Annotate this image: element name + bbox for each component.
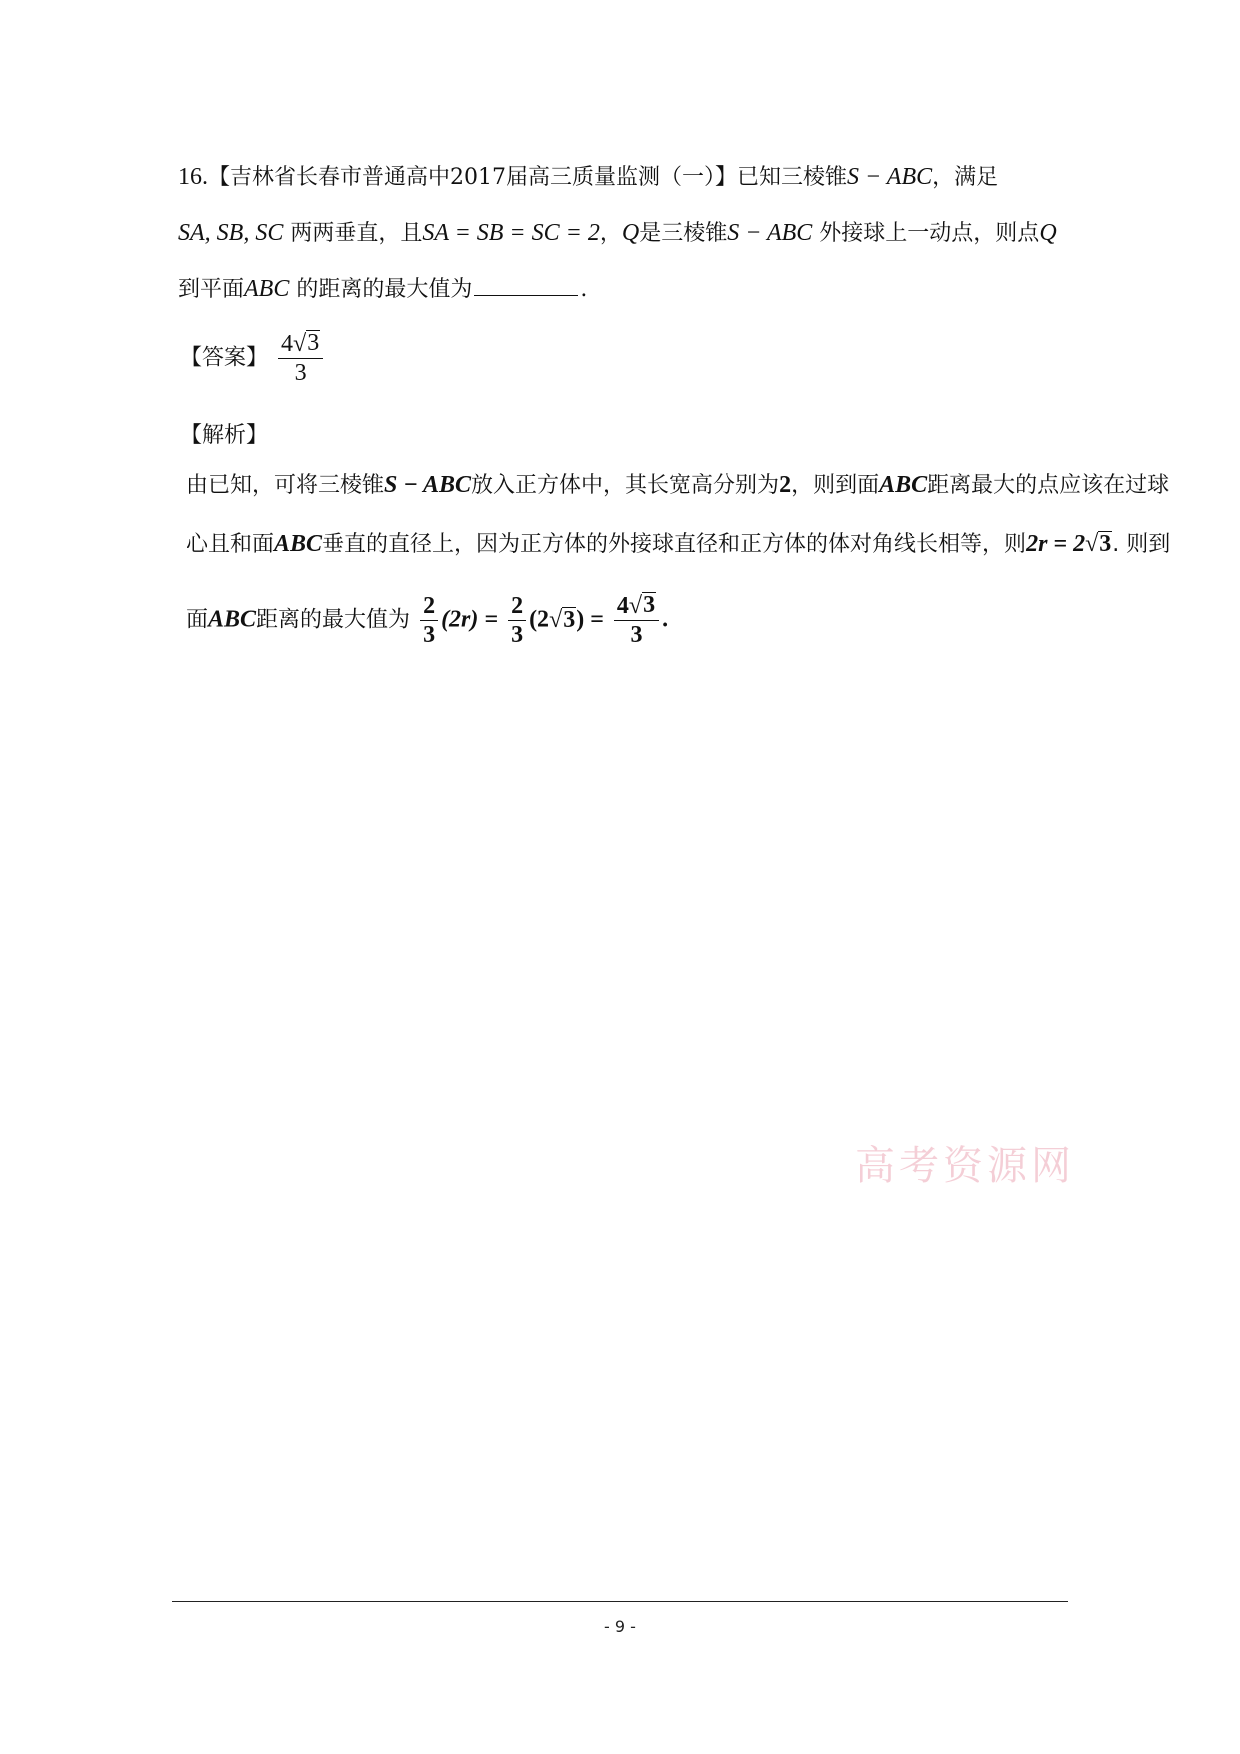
plane-symbol: ABC [879, 472, 928, 498]
analysis-text: 面 [186, 607, 209, 633]
fraction-2: $\frac{2}{3}$ [508, 592, 526, 649]
sqrt-icon: √ [549, 606, 563, 633]
sqrt-icon: √ [293, 331, 307, 357]
analysis-text: 由已知，可将三棱锥 [186, 473, 385, 498]
plane-symbol: ABC [208, 606, 257, 633]
plane-symbol: ABC [274, 531, 323, 557]
problem-text: 到平面 [178, 277, 245, 302]
page-number: - 9 - [604, 1617, 636, 1636]
analysis-line-3: 面ABC距离的最大值为 $\frac{2}{3}$ (2r) = $\frac{2}{3}$ (2 √ 3 ) = 4 √ 3 3 . [186, 592, 669, 648]
edges-symbol: SA, SB, SC [178, 220, 284, 246]
diameter-equation: 2r = 2 [1026, 531, 1086, 557]
problem-line-2 [178, 216, 1057, 247]
problem-text: ，满足 [932, 165, 999, 190]
analysis-text: 垂直的直径上，因为正方体的外接球直径和正方体的体对角线长相等，则 [322, 532, 1027, 557]
edge-equation: SA = SB = SC = 2 [422, 220, 600, 246]
expr-text: ) = [576, 606, 604, 633]
plane-symbol: ABC [244, 276, 290, 302]
radicand: 3 [307, 330, 320, 356]
expr-text: (2 [529, 606, 550, 633]
sqrt-icon: √ [628, 593, 643, 619]
problem-text: 是三棱锥 [639, 221, 728, 246]
fraction-1: $\frac{2}{3}$ [420, 592, 438, 649]
answer-blank [474, 275, 578, 296]
problem-text: 两两垂直，且 [290, 221, 423, 246]
analysis-text: ，则到面 [791, 473, 880, 498]
analysis-text: 距离的最大值为 [256, 607, 411, 633]
point-symbol: Q [621, 220, 640, 246]
footer-divider [172, 1601, 1068, 1602]
sqrt-icon: √ [1085, 531, 1099, 557]
analysis-text: 距离最大的点应该在过球 [927, 473, 1170, 498]
answer-fraction [278, 330, 323, 387]
analysis-line-2 [186, 527, 1170, 558]
problem-line-1 [178, 160, 998, 191]
problem-source: 【吉林省长春市普通高中2017届高三质量监测（一）】 [208, 165, 737, 190]
fraction-denominator: 3 [294, 360, 307, 386]
expr-text: (2r) = [441, 606, 499, 633]
radicand: 3 [1099, 531, 1112, 557]
problem-text: 外接球上一动点，则点 [819, 221, 1040, 246]
fraction-3: 4 √ 3 3 [614, 592, 659, 649]
analysis-label: 【解析】 [180, 423, 269, 448]
problem-text: 的距离的最大值为 [296, 277, 473, 302]
expr-text: . [662, 606, 669, 633]
analysis-text: . 则到 [1112, 532, 1171, 557]
analysis-text: 放入正方体中，其长宽高分别为 [471, 473, 780, 498]
analysis-text: 心且和面 [186, 532, 275, 557]
point-symbol: Q [1039, 220, 1057, 246]
problem-text: 已知三棱锥 [737, 165, 848, 190]
problem-number: 16. [178, 164, 208, 190]
problem-text: ， [599, 221, 622, 246]
edge-length: 2 [779, 472, 792, 498]
pyramid-symbol: S − ABC [384, 472, 472, 498]
problem-line-3 [178, 272, 587, 303]
analysis-line-1 [186, 468, 1169, 499]
fraction-numerator: 4 [281, 331, 294, 357]
watermark: 高考资源网 [855, 1143, 1075, 1189]
pyramid-symbol: S − ABC [847, 164, 933, 190]
problem-text: . [580, 277, 588, 302]
answer-line [180, 330, 326, 387]
answer-label: 【答案】 [180, 345, 269, 371]
pyramid-symbol: S − ABC [727, 220, 813, 246]
